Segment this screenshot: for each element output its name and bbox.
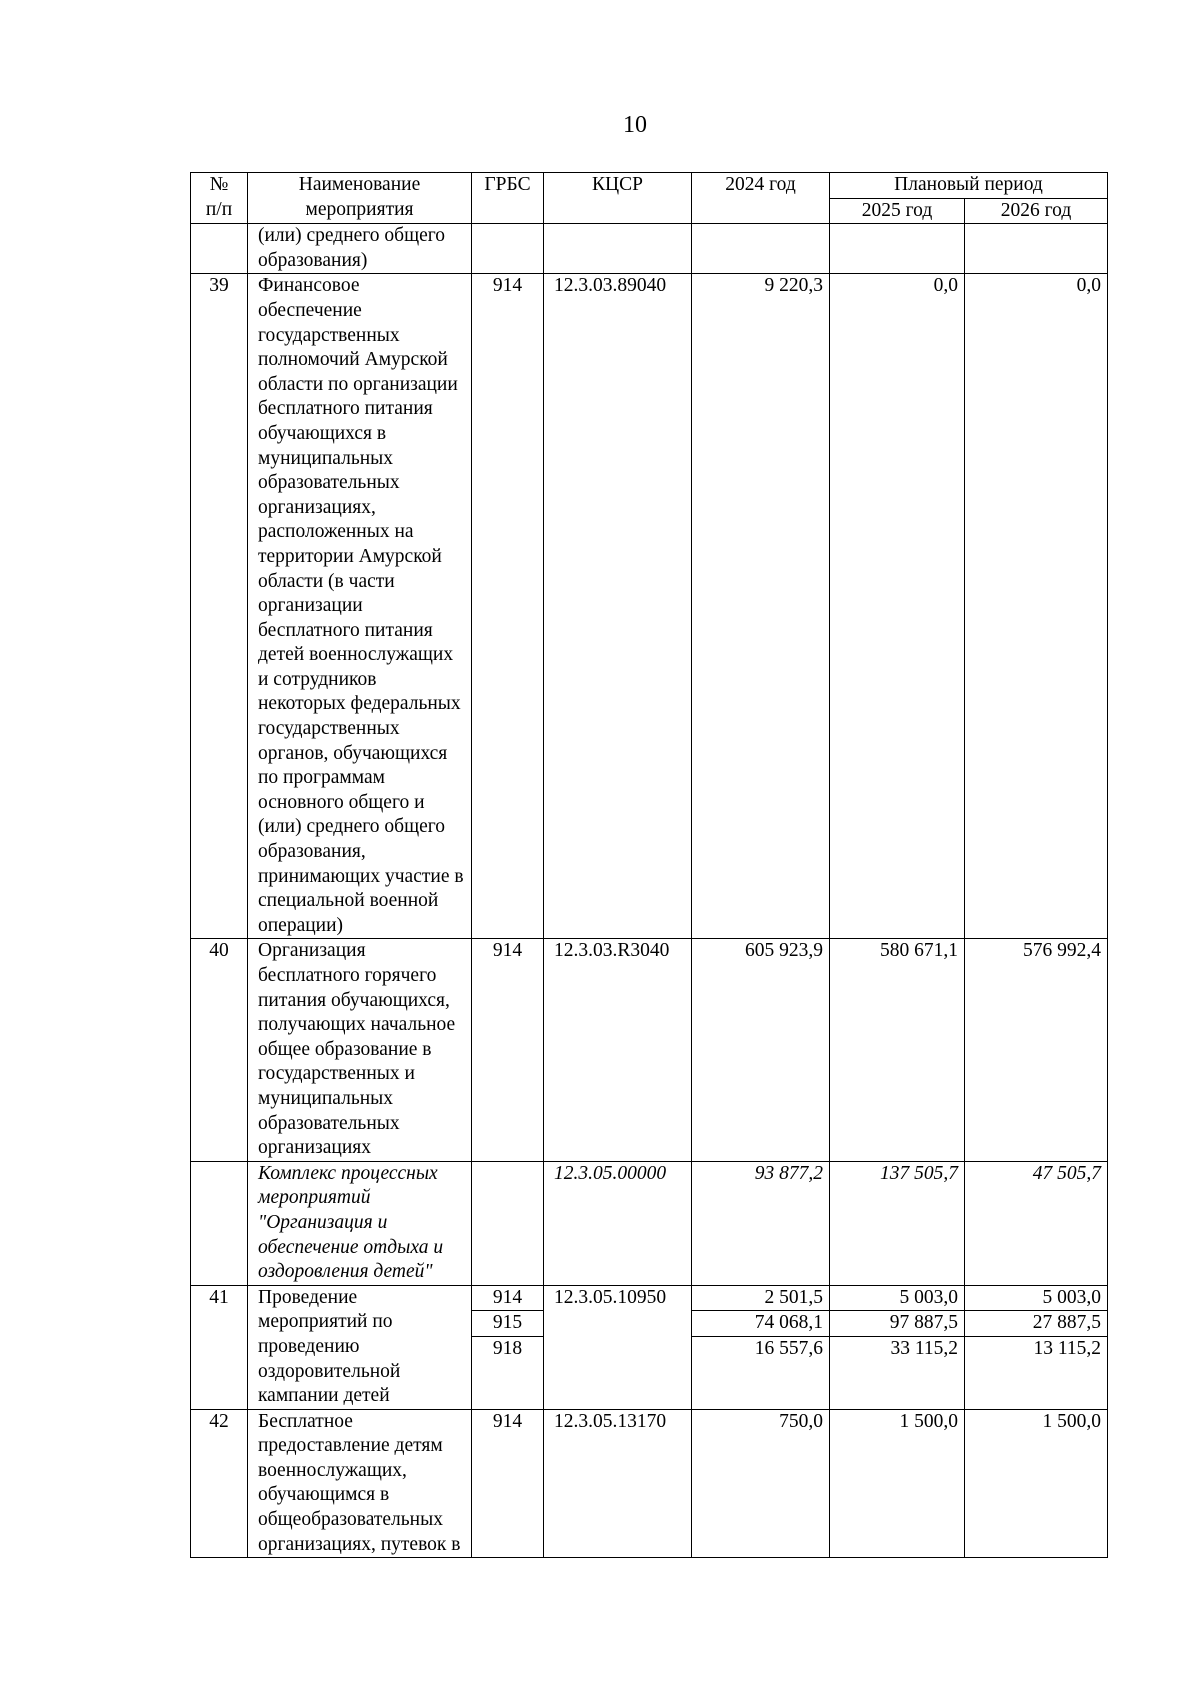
row-2025-value: 0,0 [933,275,958,297]
table-row [191,224,1108,274]
row-2025 [830,1161,965,1285]
header-kcsr: КЦСР [544,173,692,224]
row-2026 [965,224,1108,274]
row-2025-value: 5 003,0 [830,1286,964,1312]
row-grbs-value: 914 [492,1410,523,1432]
row-number: 39 [191,274,248,939]
row-2025 [830,939,965,1161]
row-2026-value: 5 003,0 [965,1286,1107,1312]
row-2026 [965,274,1108,939]
row-kcsr [544,224,692,274]
header-grbs: ГРБС [472,173,544,224]
row-2026 [965,1409,1108,1558]
row-grbs [472,939,544,1161]
row-2025 [830,224,965,274]
row-2025-value: 33 115,2 [890,1337,958,1359]
row-number: 42 [191,1409,248,1558]
table-row [191,1285,1108,1409]
row-2024 [692,1285,830,1409]
table-row [191,274,1108,939]
row-number [191,1161,248,1285]
header-2026: 2026 год [965,198,1108,224]
table-body [191,224,1108,1558]
row-2024-value: 16 557,6 [754,1337,823,1359]
row-2026-value: 1 500,0 [1042,1410,1102,1432]
row-grbs [472,274,544,939]
row-2025-value: 97 887,5 [830,1311,964,1337]
page-number: 10 [623,112,647,138]
row-2024-value: 9 220,3 [764,275,823,297]
row-name: Финансовое обеспечение государственных полномочий Амурской области по организации бесплатного питания обучающихся в муниципальных образовательных организациях, расположенных на территории Амурской области (в части организации бесплатного питания детей военнослужащих и сотрудников некоторых федеральных государственных органов, обучающихся по программам основного общего и (или) среднего общего образования, принимающих участие в специальной военной операции) [248,274,472,939]
row-grbs [472,1409,544,1558]
row-grbs-value: 914 [472,1286,543,1312]
row-2024-value: 93 877,2 [754,1162,823,1184]
row-2024 [692,274,830,939]
header-num: № п/п [191,173,248,224]
row-2026 [965,1285,1108,1409]
header-name: Наименование мероприятия [248,173,472,224]
row-grbs-value: 915 [472,1311,543,1337]
row-2026-value: 0,0 [1076,275,1102,297]
row-2024 [692,1161,830,1285]
row-kcsr: 12.3.03.89040 [544,274,692,939]
row-number [191,224,248,274]
row-kcsr: 12.3.05.00000 [544,1161,692,1285]
row-2025-value: 1 500,0 [899,1410,958,1432]
row-2025 [830,274,965,939]
row-kcsr: 12.3.05.10950 [544,1285,692,1409]
row-2026-value: 27 887,5 [965,1311,1107,1337]
row-2026 [965,1161,1108,1285]
row-name: Бесплатное предоставление детям военнослужащих, обучающимся в общеобразовательных организациях, путевок в [248,1409,472,1558]
row-2026-value: 47 505,7 [1032,1162,1102,1184]
table-row [191,1161,1108,1285]
row-2025-value: 137 505,7 [880,1162,958,1184]
budget-table [190,172,1108,1558]
row-grbs [472,1161,544,1285]
row-2024 [692,939,830,1161]
row-2026-value: 576 992,4 [1023,940,1102,962]
row-name: Проведение мероприятий по проведению оздоровительной кампании детей [248,1285,472,1409]
row-2025 [830,1285,965,1409]
header-planned-period: Плановый период [830,173,1108,199]
row-number: 40 [191,939,248,1161]
row-2025-value: 580 671,1 [880,940,958,962]
row-2026 [965,939,1108,1161]
header-2025: 2025 год [830,198,965,224]
row-2024-value: 74 068,1 [692,1311,829,1337]
row-name: (или) среднего общего образования) [248,224,472,274]
row-grbs-value: 914 [492,940,523,962]
row-2024-value: 605 923,9 [745,940,823,962]
row-grbs-value: 914 [492,275,523,297]
table-row [191,939,1108,1161]
row-kcsr: 12.3.05.13170 [544,1409,692,1558]
row-grbs-value: 918 [492,1337,523,1359]
row-number: 41 [191,1285,248,1409]
header-2024: 2024 год [692,173,830,224]
row-2024-value: 750,0 [779,1410,823,1432]
row-name: Организация бесплатного горячего питания обучающихся, получающих начальное общее образование в государственных и муниципальных образовательных организациях [248,939,472,1161]
row-grbs [472,224,544,274]
row-kcsr: 12.3.03.R3040 [544,939,692,1161]
table-row [191,1409,1108,1558]
row-2024 [692,224,830,274]
row-2025 [830,1409,965,1558]
row-grbs [472,1285,544,1409]
row-2024-value: 2 501,5 [692,1286,829,1312]
row-2026-value: 13 115,2 [1033,1337,1102,1359]
row-2024 [692,1409,830,1558]
row-name: Комплекс процессных мероприятий "Организация и обеспечение отдыха и оздоровления детей" [248,1161,472,1285]
